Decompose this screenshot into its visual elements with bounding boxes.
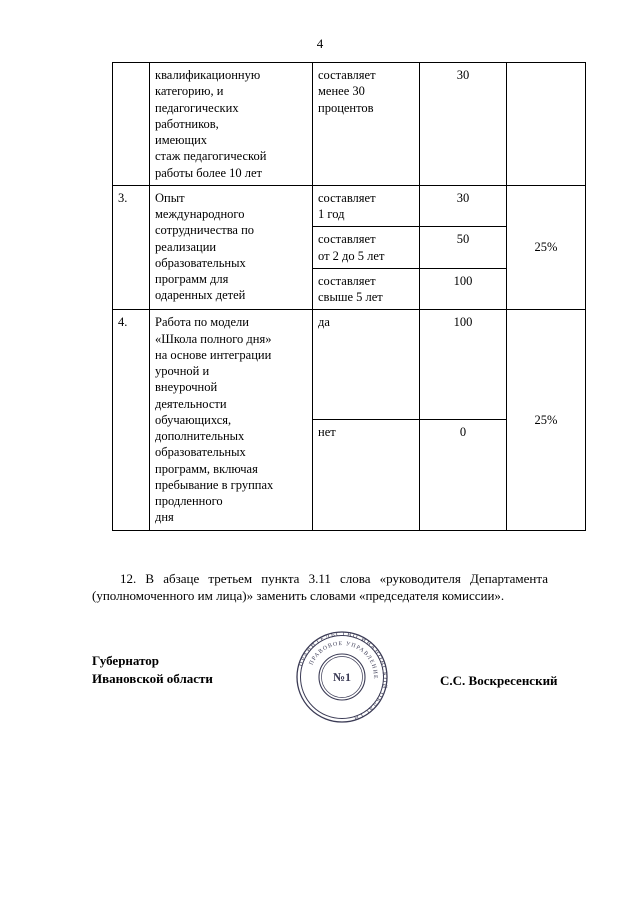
value-cell — [313, 185, 420, 227]
value-line: 1 год — [318, 207, 345, 221]
criterion-line: Работа по модели — [155, 315, 249, 330]
value-line: свыше 5 лет — [318, 290, 383, 304]
weight-cell: 25% — [507, 310, 586, 530]
criterion-line: педагогических — [155, 100, 239, 115]
criterion-line: урочной и — [155, 364, 210, 378]
amendment-paragraph — [92, 570, 548, 604]
criterion-cell — [150, 310, 313, 530]
signatory-name: С.С. Воскресенский — [440, 673, 558, 688]
criterion-line: на основе интеграции — [155, 347, 272, 362]
table-row — [113, 185, 586, 227]
criterion-line: обучающихся, — [155, 412, 232, 427]
value-cell — [313, 310, 420, 420]
criterion-line: «Школа полного дня» — [155, 331, 272, 346]
criterion-line: стаж педагогической — [155, 149, 267, 164]
value-cell — [313, 268, 420, 310]
weight-cell — [507, 63, 586, 186]
criterion-line: пребывание в группах — [155, 477, 274, 492]
value-line: составляет — [318, 232, 376, 247]
svg-text:ПРАВИТЕЛЬСТВО ИВАНОВСКОЙ ОБЛАС: ПРАВИТЕЛЬСТВО ИВАНОВСКОЙ ОБЛАСТИ — [297, 630, 389, 722]
criterion-line: образовательных — [155, 255, 246, 270]
signatory-title-line2: Ивановской области — [92, 670, 213, 686]
score-cell: 50 — [420, 227, 507, 269]
score-cell: 30 — [420, 63, 507, 186]
criterion-line: работников, — [155, 116, 219, 131]
signatory-title — [92, 652, 213, 687]
value-line: составляет — [318, 273, 376, 288]
value-line: менее 30 — [318, 84, 365, 99]
svg-text:ПРАВОВОЕ УПРАВЛЕНИЕ: ПРАВОВОЕ УПРАВЛЕНИЕ — [308, 640, 379, 680]
criterion-line: работы более 10 лет — [155, 165, 263, 180]
stamp-number: №1 — [332, 670, 352, 684]
criterion-line: деятельности — [155, 396, 227, 411]
criterion-line: дополнительных — [155, 429, 245, 443]
amendment-paragraph-text: 12. В абзаце третьем пункта 3.11 слова «руководителя Департамента (уполномоченного им лица)» заменить словами «председателя комиссии». — [92, 571, 548, 604]
score-cell: 0 — [420, 420, 507, 530]
weight-cell: 25% — [507, 185, 586, 310]
page-number: 4 — [316, 36, 324, 51]
criterion-line: имеющих — [155, 133, 208, 147]
signatory-title-line1: Губернатор — [92, 653, 160, 668]
value-cell — [313, 227, 420, 269]
criterion-line: квалификационную — [155, 68, 261, 82]
official-stamp — [293, 628, 391, 726]
row-number-cell: 4. — [113, 310, 150, 530]
value-cell — [313, 420, 420, 530]
criterion-line: сотрудничества по — [155, 223, 255, 238]
score-cell: 30 — [420, 185, 507, 227]
criterion-line: одаренных детей — [155, 288, 246, 303]
criterion-cell — [150, 185, 313, 310]
value-line: процентов — [318, 100, 374, 115]
value-line: да — [318, 315, 330, 330]
value-line: от 2 до 5 лет — [318, 248, 385, 263]
criterion-cell — [150, 63, 313, 186]
value-line: составляет — [318, 68, 376, 82]
table-row — [113, 310, 586, 420]
value-line: нет — [318, 425, 336, 440]
criteria-table — [112, 62, 586, 531]
criterion-line: дня — [155, 510, 174, 525]
row-number-cell: 3. — [113, 185, 150, 310]
criterion-line: категорию, и — [155, 84, 224, 99]
criterion-line: образовательных — [155, 445, 246, 460]
criterion-line: международного — [155, 207, 245, 221]
criterion-line: программ, включая — [155, 461, 258, 476]
criterion-line: Опыт — [155, 190, 185, 205]
table-row — [113, 63, 586, 186]
criterion-line: внеурочной — [155, 380, 218, 395]
criterion-line: программ для — [155, 272, 229, 286]
value-line: составляет — [318, 190, 376, 205]
criterion-line: реализации — [155, 239, 217, 254]
row-number-cell — [113, 63, 150, 186]
score-cell: 100 — [420, 310, 507, 420]
criterion-line: продленного — [155, 494, 223, 508]
score-cell: 100 — [420, 268, 507, 310]
value-cell — [313, 63, 420, 186]
